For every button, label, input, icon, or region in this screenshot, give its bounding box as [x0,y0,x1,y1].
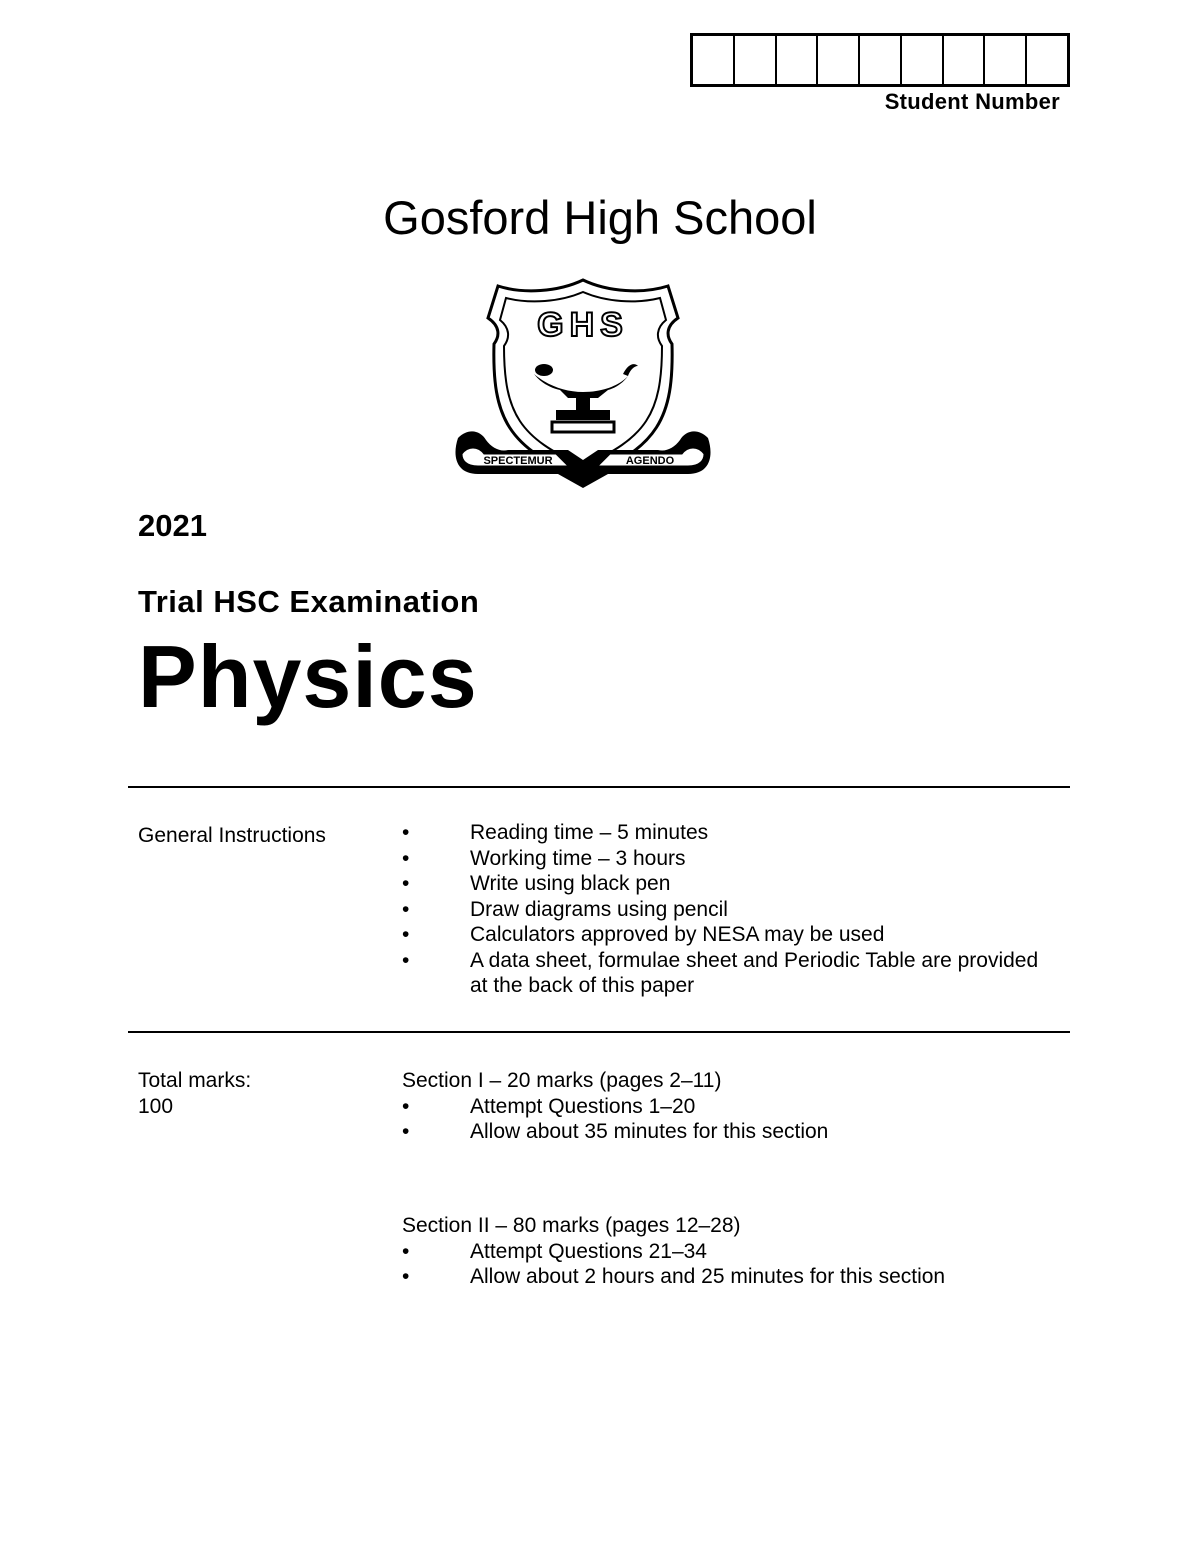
student-number-cell[interactable] [944,36,986,84]
list-item [402,820,1042,846]
bullet: • [402,1094,410,1118]
crest-motto-left: SPECTEMUR [483,455,553,467]
general-instructions-label: General Instructions [138,824,326,847]
student-number-cell[interactable] [693,36,735,84]
instruction-text: Reading time – 5 minutes [470,821,709,844]
student-number-cell[interactable] [777,36,819,84]
instruction-text: Draw diagrams using pencil [470,897,728,921]
instruction-text: A data sheet, formulae sheet and Periodic Table are provided at the back of this paper [470,948,1039,997]
section-instruction: Allow about 35 minutes for this section [470,1120,829,1143]
list-item [402,897,1042,923]
bullet: • [402,872,410,895]
list-item [402,1239,1042,1265]
bullet: • [402,923,410,946]
student-number-cell[interactable] [1027,36,1067,84]
crest-initials: GHS [537,306,629,344]
list-item [402,1264,1042,1290]
instruction-text: Calculators approved by NESA may be used [470,923,885,946]
student-number-cell[interactable] [860,36,902,84]
section-heading: Section I – 20 marks (pages 2–11) [402,1069,722,1092]
student-number-cell[interactable] [902,36,944,84]
exam-year: 2021 [138,508,207,543]
section-instruction: Attempt Questions 1–20 [470,1094,696,1118]
list-item [402,1119,1042,1145]
section-instruction: Allow about 2 hours and 25 minutes for this section [470,1265,946,1288]
student-number-boxes[interactable] [690,33,1070,87]
student-number-cell[interactable] [818,36,860,84]
student-number-label: Student Number [884,89,1060,114]
list-item [402,1094,1042,1120]
school-crest-icon [448,278,718,493]
section-two [402,1213,1042,1290]
bullet: • [402,1239,410,1263]
instruction-text: Working time – 3 hours [470,846,686,870]
list-item [402,846,1042,872]
exam-title: Trial HSC Examination [138,584,480,619]
divider [128,1031,1070,1033]
list-item [402,871,1042,897]
general-instructions-list [402,820,1042,999]
list-item [402,922,1042,948]
total-marks-value: 100 [138,1094,174,1118]
bullet: • [402,821,410,844]
bullet: • [402,1265,410,1288]
bullet: • [402,846,410,870]
bullet: • [402,1120,410,1143]
crest-motto-right: AGENDO [625,455,675,467]
instruction-text: Write using black pen [470,872,671,895]
bullet: • [402,948,410,972]
section-one [402,1068,1042,1145]
bullet: • [402,897,410,921]
exam-subject: Physics [138,627,478,726]
divider [128,786,1070,788]
section-instruction: Attempt Questions 21–34 [470,1239,707,1263]
total-marks-label: Total marks: [138,1069,252,1092]
school-name: Gosford High School [383,191,817,244]
student-number-cell[interactable] [735,36,777,84]
total-marks [138,1068,251,1119]
student-number-cell[interactable] [985,36,1027,84]
list-item [402,948,1042,999]
section-heading: Section II – 80 marks (pages 12–28) [402,1214,741,1237]
